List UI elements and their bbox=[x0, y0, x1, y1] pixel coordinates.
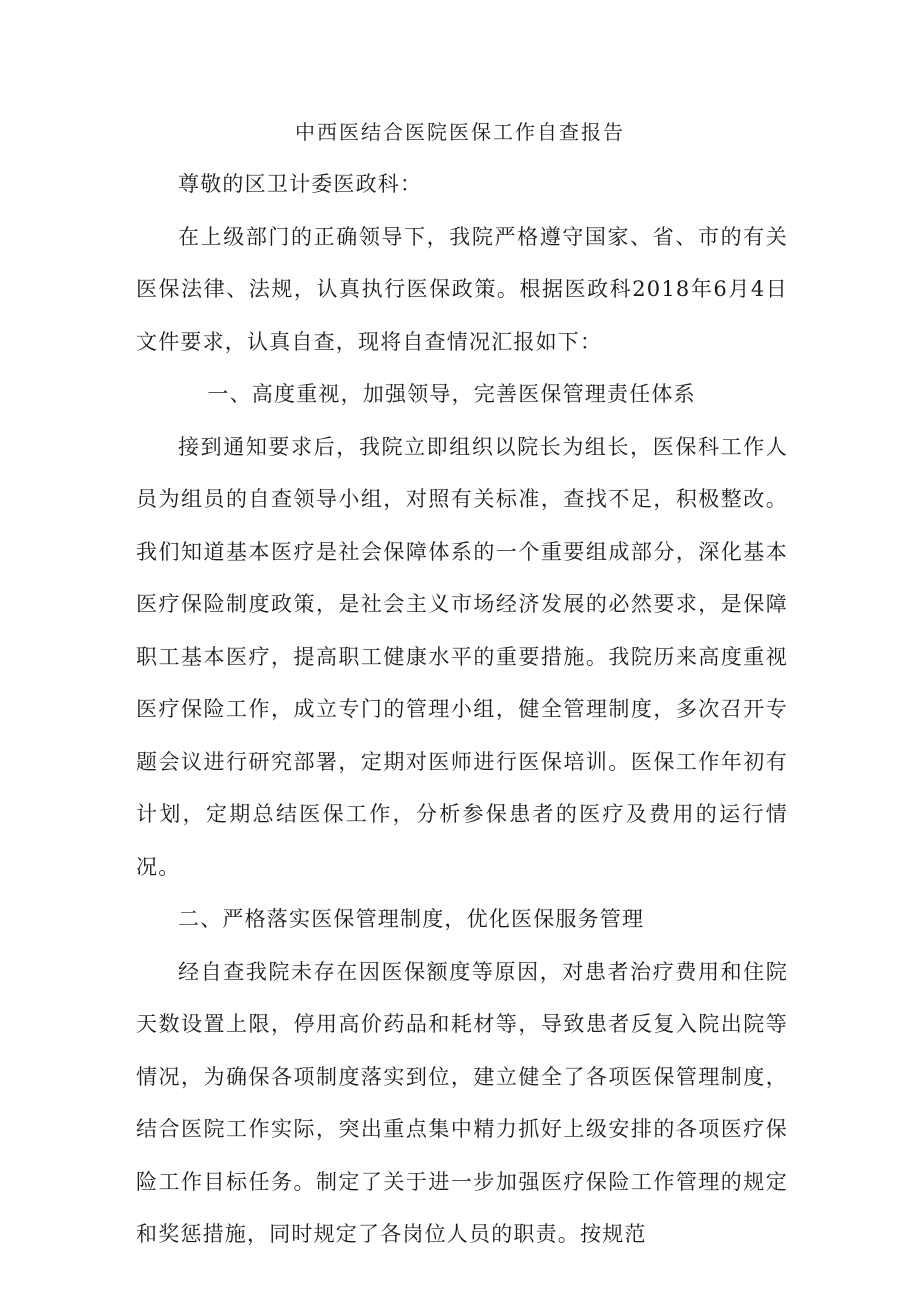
section-heading-2: 二、严格落实医保管理制度，优化医保服务管理 bbox=[178, 907, 645, 931]
section-heading-1: 一、高度重视，加强领导，完善医保管理责任体系 bbox=[207, 382, 696, 406]
document-title: 中西医结合医院医保工作自查报告 bbox=[295, 120, 625, 144]
document-body bbox=[136, 158, 788, 1261]
section-1-paragraph: 接到通知要求后，我院立即组织以院长为组长，医保科工作人员为组员的自查领导小组，对照有关标准，查找不足，积极整改。我们知道基本医疗是社会保障体系的一个重要组成部分，深化基本医疗保险制度政策，是社会主义市场经济发展的必然要求，是保障职工基本医疗，提高职工健康水平的重要措施。我院历来高度重视医疗保险工作，成立专门的管理小组，健全管理制度，多次召开专题会议进行研究部署，定期对医师进行医保培训。医保工作年初有计划，定期总结医保工作，分析参保患者的医疗及费用的运行情况。 bbox=[136, 434, 788, 879]
section-2-paragraph: 经自查我院未存在因医保额度等原因，对患者治疗费用和住院天数设置上限，停用高价药品和耗材等，导致患者反复入院出院等情况，为确保各项制度落实到位，建立健全了各项医保管理制度，结合医院工作实际，突出重点集中精力抓好上级安排的各项医疗保险工作目标任务。制定了关于进一步加强医疗保险工作管理的规定和奖惩措施，同时规定了各岗位人员的职责。按规范 bbox=[136, 959, 788, 1246]
salutation: 尊敬的区卫计委医政科： bbox=[178, 172, 423, 196]
intro-paragraph: 在上级部门的正确领导下，我院严格遵守国家、省、市的有关医保法律、法规，认真执行医保政策。根据医政科2018年6月4日文件要求，认真自查，现将自查情况汇报如下： bbox=[136, 224, 788, 354]
